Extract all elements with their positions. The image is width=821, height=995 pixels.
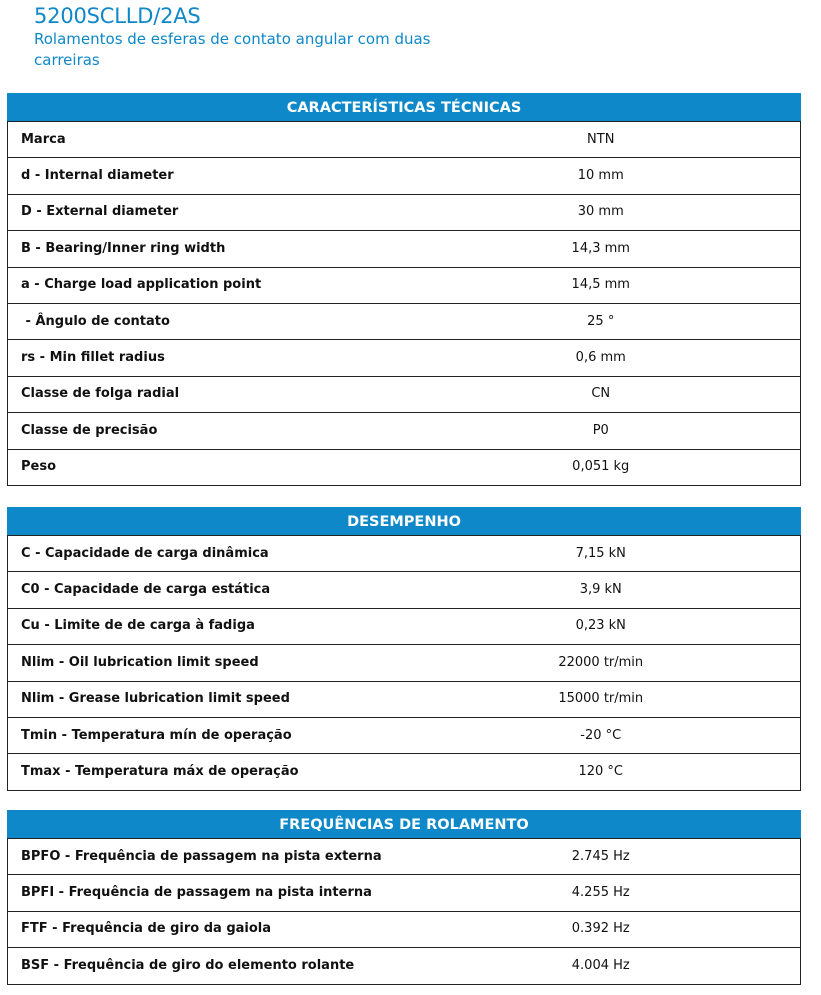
product-header: [34, 4, 474, 71]
table-row: [8, 122, 801, 158]
row-value: -20 °C: [402, 717, 801, 753]
row-label: FTF - Frequência de giro da gaiola: [8, 911, 402, 947]
row-value: 4.004 Hz: [402, 948, 801, 984]
row-value: CN: [402, 376, 801, 412]
row-label: Cu - Limite de de carga à fadiga: [8, 608, 402, 644]
row-value: 25 °: [402, 303, 801, 339]
table-row: [8, 911, 801, 947]
row-label: Marca: [8, 122, 402, 158]
row-value: 7,15 kN: [402, 536, 801, 572]
row-label: rs - Min fillet radius: [8, 340, 402, 376]
section-header: CARACTERÍSTICAS TÉCNICAS: [7, 93, 801, 121]
row-value: 30 mm: [402, 194, 801, 230]
table-row: [8, 267, 801, 303]
row-label: a - Charge load application point: [8, 267, 402, 303]
table-row: [8, 536, 801, 572]
section-technical-characteristics: [7, 93, 801, 486]
row-value: 10 mm: [402, 158, 801, 194]
table-row: [8, 194, 801, 230]
row-value: 15000 tr/min: [402, 681, 801, 717]
row-label: Nlim - Grease lubrication limit speed: [8, 681, 402, 717]
table-row: [8, 231, 801, 267]
row-label: Nlim - Oil lubrication limit speed: [8, 645, 402, 681]
row-label: - Ângulo de contato: [8, 303, 402, 339]
row-label: C0 - Capacidade de carga estática: [8, 572, 402, 608]
table-row: [8, 572, 801, 608]
section-performance: [7, 507, 801, 791]
row-value: 4.255 Hz: [402, 875, 801, 911]
row-value: 0.392 Hz: [402, 911, 801, 947]
row-value: NTN: [402, 122, 801, 158]
table-row: [8, 681, 801, 717]
table-row: [8, 303, 801, 339]
specs-table: [7, 535, 801, 791]
row-value: 22000 tr/min: [402, 645, 801, 681]
row-label: Tmax - Temperatura máx de operação: [8, 754, 402, 790]
section-header: DESEMPENHO: [7, 507, 801, 535]
table-row: [8, 376, 801, 412]
row-label: B - Bearing/Inner ring width: [8, 231, 402, 267]
row-label: BPFI - Frequência de passagem na pista interna: [8, 875, 402, 911]
table-row: [8, 449, 801, 485]
table-row: [8, 340, 801, 376]
table-row: [8, 754, 801, 790]
row-value: 3,9 kN: [402, 572, 801, 608]
row-value: 0,23 kN: [402, 608, 801, 644]
row-label: BPFO - Frequência de passagem na pista externa: [8, 839, 402, 875]
row-label: C - Capacidade de carga dinâmica: [8, 536, 402, 572]
row-label: Tmin - Temperatura mín de operação: [8, 717, 402, 753]
row-label: Peso: [8, 449, 402, 485]
row-label: Classe de folga radial: [8, 376, 402, 412]
table-row: [8, 948, 801, 984]
row-value: 120 °C: [402, 754, 801, 790]
row-value: 14,5 mm: [402, 267, 801, 303]
table-row: [8, 645, 801, 681]
product-subtitle: Rolamentos de esferas de contato angular com duas carreiras: [34, 30, 431, 69]
row-value: 0,051 kg: [402, 449, 801, 485]
product-code: 5200SCLLD/2AS: [34, 4, 201, 28]
row-label: Classe de precisão: [8, 413, 402, 449]
specs-table: [7, 838, 801, 985]
table-row: [8, 413, 801, 449]
row-label: BSF - Frequência de giro do elemento rolante: [8, 948, 402, 984]
section-bearing-frequencies: [7, 810, 801, 985]
row-value: 2.745 Hz: [402, 839, 801, 875]
specs-table: [7, 121, 801, 486]
row-value: 0,6 mm: [402, 340, 801, 376]
table-row: [8, 608, 801, 644]
row-value: 14,3 mm: [402, 231, 801, 267]
table-row: [8, 717, 801, 753]
row-label: d - Internal diameter: [8, 158, 402, 194]
table-row: [8, 839, 801, 875]
row-value: P0: [402, 413, 801, 449]
section-header: FREQUÊNCIAS DE ROLAMENTO: [7, 810, 801, 838]
table-row: [8, 875, 801, 911]
table-row: [8, 158, 801, 194]
row-label: D - External diameter: [8, 194, 402, 230]
